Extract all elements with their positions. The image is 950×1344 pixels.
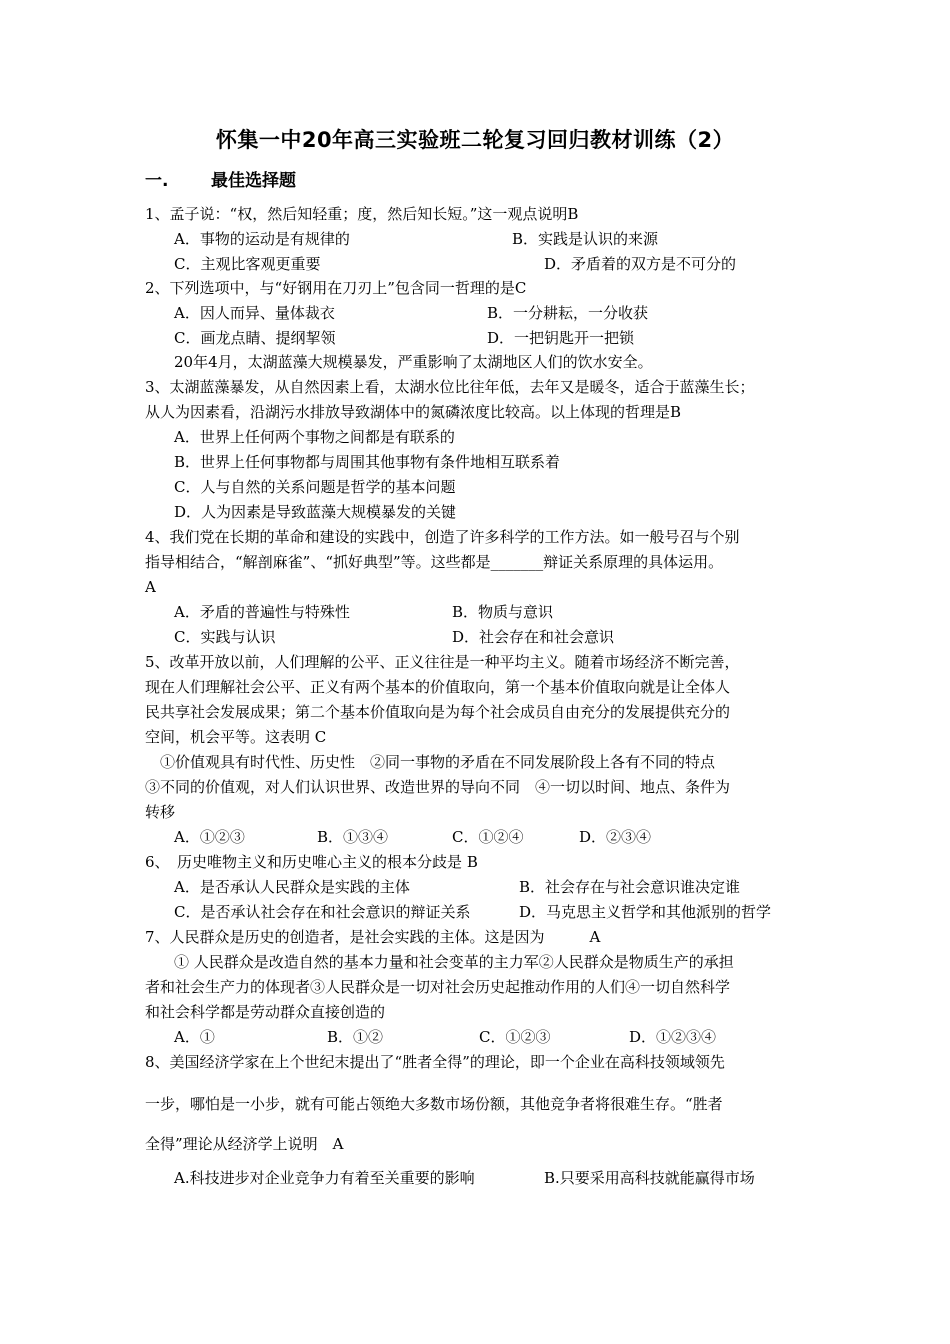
q3-stem-line1: 3、太湖蓝藻暴发，从自然因素上看，太湖水位比往年低，去年又是暖冬，适合于蓝藻生长； xyxy=(145,378,755,396)
q5-item-line1: ①价值观具有时代性、历史性 ②同一事物的矛盾在不同发展阶段上各有不同的特点 xyxy=(160,753,716,771)
q2-option-d: D．一把钥匙开一把锁 xyxy=(487,329,635,347)
q2-option-a: A．因人而异、量体裁衣 xyxy=(174,304,335,322)
q4-option-b: B．物质与意识 xyxy=(452,603,554,621)
section-heading xyxy=(145,166,296,191)
q3-option-d: D．人为因素是导致蓝藻大规模暴发的关键 xyxy=(174,503,457,521)
q5-option-b: B．①③④ xyxy=(317,828,389,846)
q5-stem-line1: 5、改革开放以前，人们理解的公平、正义往往是一种平均主义。随着市场经济不断完善， xyxy=(145,653,740,671)
q5-option-a: A．①②③ xyxy=(174,828,245,846)
q4-stem-line1: 4、我们党在长期的革命和建设的实践中，创造了许多科学的工作方法。如一般号召与个别 xyxy=(145,528,740,546)
q5-stem-line4: 空间，机会平等。这表明 C xyxy=(145,728,327,746)
q3-option-c: C．人与自然的关系问题是哲学的基本问题 xyxy=(174,478,456,496)
q8-stem-line2: 一步，哪怕是一小步，就有可能占领绝大多数市场份额，其他竞争者将很难生存。“胜者 xyxy=(145,1095,723,1113)
q5-stem-line2: 现在人们理解社会公平、正义有两个基本的价值取向，第一个基本价值取向就是让全体人 xyxy=(145,678,731,696)
q5-item-line3: 转移 xyxy=(145,803,176,821)
q8-option-a: A.科技进步对企业竞争力有着至关重要的影响 xyxy=(174,1169,475,1187)
q5-item-line2: ③不同的价值观，对人们认识世界、改造世界的导向不同 ④一切以时间、地点、条件为 xyxy=(145,778,731,796)
q2-option-b: B．一分耕耘，一分收获 xyxy=(487,304,649,322)
q7-stem: 7、人民群众是历史的创造者，是社会实践的主体。这是因为 A xyxy=(145,928,601,946)
q7-item-line3: 和社会科学都是劳动群众直接创造的 xyxy=(145,1003,386,1021)
q7-option-d: D．①②③④ xyxy=(629,1028,717,1046)
q6-stem: 6、 历史唯物主义和历史唯心主义的根本分歧是 B xyxy=(145,853,478,871)
q1-option-d: D．矛盾着的双方是不可分的 xyxy=(544,255,737,273)
page-title: 怀集一中20年高三实验班二轮复习回归教材训练（2） xyxy=(215,128,735,152)
q6-option-d: D．马克思主义哲学和其他派别的哲学 xyxy=(519,903,772,921)
q4-option-d: D．社会存在和社会意识 xyxy=(452,628,615,646)
q4-option-c: C．实践与认识 xyxy=(174,628,276,646)
q8-option-b: B.只要采用高科技就能赢得市场 xyxy=(544,1169,755,1187)
q2-stem: 2、下列选项中，与“好钢用在刀刃上”包含同一哲理的是C xyxy=(145,279,527,297)
section-label: 最佳选择题 xyxy=(211,171,296,191)
q8-stem-line3: 全得”理论从经济学上说明 A xyxy=(145,1135,344,1153)
q3-option-b: B．世界上任何事物都与周围其他事物有条件地相互联系着 xyxy=(174,453,561,471)
q4-answer: A xyxy=(145,578,156,596)
q6-option-b: B．社会存在与社会意识谁决定谁 xyxy=(519,878,741,896)
q3-option-a: A．世界上任何两个事物之间都是有联系的 xyxy=(174,428,455,446)
q7-option-c: C．①②③ xyxy=(479,1028,551,1046)
q5-stem-line3: 民共享社会发展成果；第二个基本价值取向是为每个社会成员自由充分的发展提供充分的 xyxy=(145,703,731,721)
material-text: 20年4月，太湖蓝藻大规模暴发，严重影响了太湖地区人们的饮水安全。 xyxy=(174,353,653,371)
q7-option-a: A．① xyxy=(174,1028,215,1046)
q2-option-c: C．画龙点睛、提纲挈领 xyxy=(174,329,336,347)
q1-option-c: C．主观比客观更重要 xyxy=(174,255,321,273)
q1-stem: 1、孟子说：“权，然后知轻重；度，然后知长短。”这一观点说明B xyxy=(145,205,579,223)
q7-item-line2: 者和社会生产力的体现者③人民群众是一切对社会历史起推动作用的人们④一切自然科学 xyxy=(145,978,731,996)
q4-stem-line2: 指导相结合，“解剖麻雀”、“抓好典型”等。这些都是_______辩证关系原理的具体运用。 xyxy=(145,553,724,571)
q5-option-d: D．②③④ xyxy=(579,828,652,846)
q7-option-b: B．①② xyxy=(327,1028,384,1046)
q1-option-b: B．实践是认识的来源 xyxy=(512,230,659,248)
q6-option-c: C．是否承认社会存在和社会意识的辩证关系 xyxy=(174,903,471,921)
q6-option-a: A．是否承认人民群众是实践的主体 xyxy=(174,878,410,896)
section-number: 一. xyxy=(145,171,169,191)
q4-option-a: A．矛盾的普遍性与特殊性 xyxy=(174,603,350,621)
q1-option-a: A．事物的运动是有规律的 xyxy=(174,230,350,248)
q3-stem-line2: 从人为因素看，沿湖污水排放导致湖体中的氮磷浓度比较高。以上体现的哲理是B xyxy=(145,403,682,421)
q5-option-c: C．①②④ xyxy=(452,828,524,846)
q7-item-line1: ① 人民群众是改造自然的基本力量和社会变革的主力军②人民群众是物质生产的承担 xyxy=(174,953,734,971)
q8-stem-line1: 8、美国经济学家在上个世纪末提出了“胜者全得”的理论，即一个企业在高科技领域领先 xyxy=(145,1053,725,1071)
